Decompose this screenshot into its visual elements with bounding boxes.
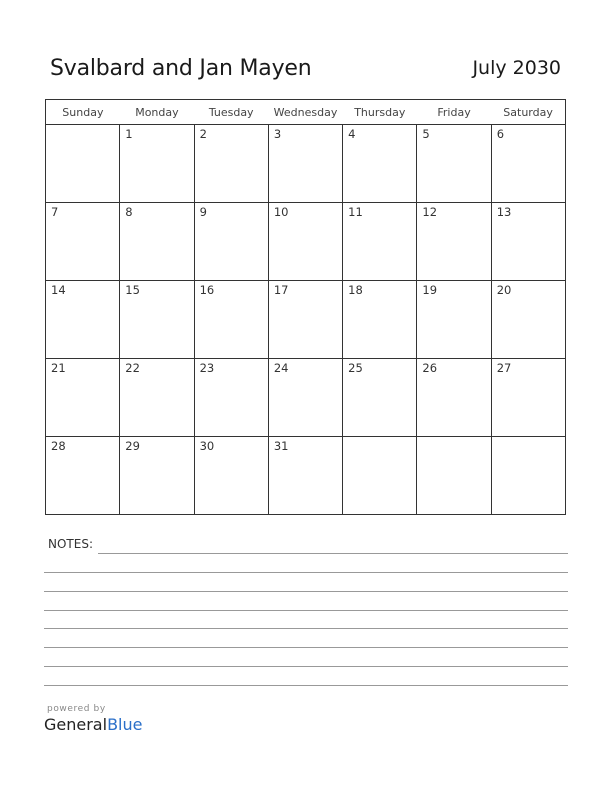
day-cell bbox=[343, 359, 417, 437]
day-cell bbox=[491, 359, 565, 437]
day-cell bbox=[268, 281, 342, 359]
day-number: 9 bbox=[199, 205, 207, 219]
day-number: 15 bbox=[125, 283, 140, 297]
generalblue-logo bbox=[44, 704, 142, 734]
day-cell bbox=[491, 437, 565, 515]
day-cell bbox=[194, 437, 268, 515]
day-number: 20 bbox=[496, 283, 512, 297]
day-number: 13 bbox=[496, 205, 512, 219]
page-title: Svalbard and Jan Mayen bbox=[50, 56, 312, 81]
powered-by-text: powered by bbox=[47, 704, 106, 714]
day-cell bbox=[268, 437, 342, 515]
day-cell bbox=[120, 281, 194, 359]
day-number: 4 bbox=[348, 127, 356, 141]
weekday-header-row bbox=[46, 100, 566, 125]
day-cell bbox=[343, 437, 417, 515]
day-cell bbox=[417, 203, 491, 281]
calendar-grid bbox=[45, 99, 566, 515]
day-number: 27 bbox=[496, 361, 512, 375]
day-number: 11 bbox=[348, 205, 363, 219]
day-number: 6 bbox=[496, 127, 505, 141]
month-year: July 2030 bbox=[472, 57, 561, 79]
weekday-tuesday: Tuesday bbox=[194, 100, 268, 125]
day-number: 24 bbox=[273, 361, 289, 375]
day-cell bbox=[268, 125, 342, 203]
day-number: 16 bbox=[199, 283, 215, 297]
brand-general: General bbox=[44, 715, 108, 734]
week-row bbox=[46, 437, 566, 515]
day-cell bbox=[46, 359, 120, 437]
day-number: 25 bbox=[348, 361, 363, 375]
day-cell bbox=[343, 125, 417, 203]
day-number bbox=[492, 437, 565, 439]
day-number: 22 bbox=[125, 361, 140, 375]
day-number: 17 bbox=[273, 283, 289, 297]
weekday-thursday: Thursday bbox=[343, 100, 417, 125]
notes-label: NOTES: bbox=[48, 537, 93, 551]
day-number: 21 bbox=[51, 361, 66, 375]
week-row bbox=[46, 203, 566, 281]
day-cell bbox=[343, 203, 417, 281]
weekday-monday: Monday bbox=[120, 100, 194, 125]
day-cell bbox=[46, 281, 120, 359]
note-line bbox=[44, 628, 568, 629]
day-number: 23 bbox=[199, 361, 215, 375]
day-number: 31 bbox=[273, 439, 289, 453]
weekday-saturday: Saturday bbox=[491, 100, 565, 125]
day-cell bbox=[268, 359, 342, 437]
note-line bbox=[44, 666, 568, 667]
day-cell bbox=[194, 203, 268, 281]
week-row bbox=[46, 125, 566, 203]
day-cell bbox=[120, 203, 194, 281]
day-number: 5 bbox=[422, 127, 430, 141]
day-cell bbox=[491, 281, 565, 359]
day-number: 2 bbox=[199, 127, 207, 141]
day-cell bbox=[46, 437, 120, 515]
day-cell bbox=[491, 125, 565, 203]
day-cell bbox=[491, 203, 565, 281]
day-cell bbox=[343, 281, 417, 359]
day-number bbox=[417, 437, 490, 439]
day-cell bbox=[120, 359, 194, 437]
weekday-friday: Friday bbox=[417, 100, 491, 125]
weekday-wednesday: Wednesday bbox=[268, 100, 342, 125]
day-number: 10 bbox=[273, 205, 289, 219]
day-cell bbox=[194, 281, 268, 359]
day-number: 28 bbox=[51, 439, 66, 453]
day-cell bbox=[417, 281, 491, 359]
note-line bbox=[44, 647, 568, 648]
day-number bbox=[343, 437, 416, 439]
day-cell bbox=[194, 359, 268, 437]
note-line bbox=[98, 553, 568, 554]
note-line bbox=[44, 591, 568, 592]
note-line bbox=[44, 610, 568, 611]
day-cell bbox=[417, 359, 491, 437]
day-number: 29 bbox=[125, 439, 140, 453]
week-row bbox=[46, 359, 566, 437]
day-number: 19 bbox=[422, 283, 438, 297]
day-number: 8 bbox=[125, 205, 133, 219]
day-cell bbox=[268, 203, 342, 281]
note-line bbox=[44, 685, 568, 686]
brand-name bbox=[44, 715, 142, 734]
day-number: 26 bbox=[422, 361, 438, 375]
week-row bbox=[46, 281, 566, 359]
day-cell bbox=[194, 125, 268, 203]
day-number: 7 bbox=[51, 205, 59, 219]
day-number bbox=[46, 125, 119, 127]
note-line bbox=[44, 572, 568, 573]
day-cell bbox=[417, 437, 491, 515]
day-number: 12 bbox=[422, 205, 438, 219]
weekday-sunday: Sunday bbox=[46, 100, 120, 125]
day-number: 3 bbox=[273, 127, 282, 141]
brand-blue: Blue bbox=[107, 715, 143, 734]
day-number: 1 bbox=[125, 127, 133, 141]
day-cell bbox=[120, 125, 194, 203]
day-cell bbox=[120, 437, 194, 515]
day-cell bbox=[46, 125, 120, 203]
day-cell bbox=[417, 125, 491, 203]
day-cell bbox=[46, 203, 120, 281]
day-number: 30 bbox=[199, 439, 215, 453]
day-number: 14 bbox=[51, 283, 66, 297]
day-number: 18 bbox=[348, 283, 363, 297]
